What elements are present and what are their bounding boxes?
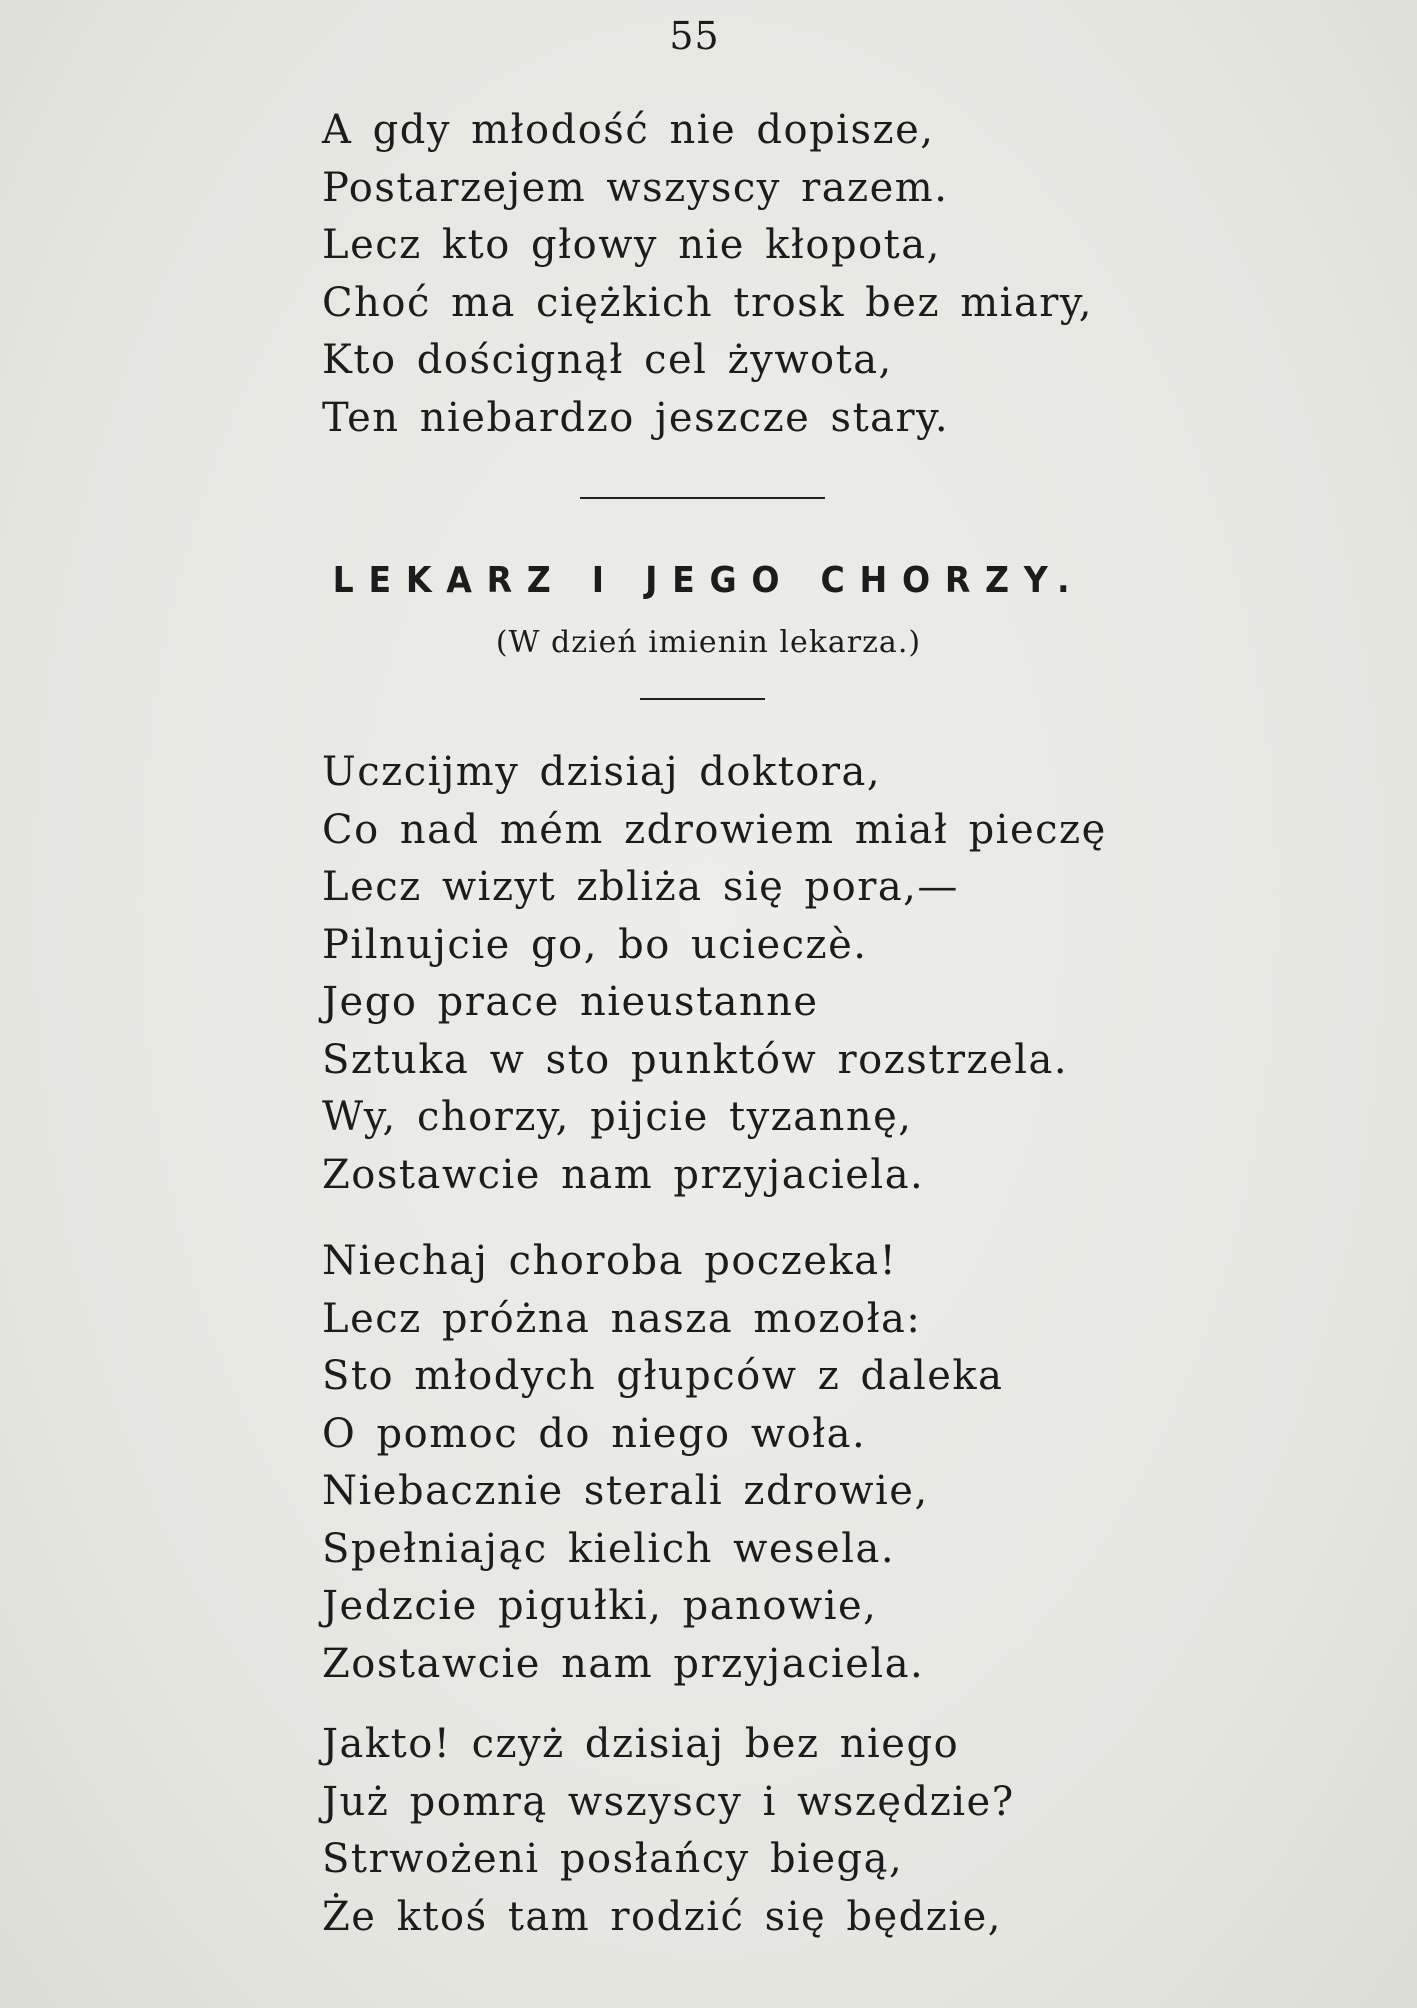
poem-line: Sztuka w sto punktów rozstrzela. [322, 1036, 1069, 1083]
poem-line: Sto młodych głupców z daleka [322, 1353, 1004, 1399]
poem-line: Ten niebardzo jeszcze stary. [322, 394, 950, 441]
poem-line: Kto doścignął cel żywota, [322, 337, 893, 383]
poem-line: Już pomrą wszyscy i wszędzie? [322, 1778, 1015, 1825]
poem-line: Niechaj choroba poczeka! [322, 1238, 898, 1284]
title-divider [640, 698, 765, 700]
poem-line: A gdy młodość nie dopisze, [322, 107, 935, 153]
stanza [322, 744, 1107, 1204]
poem-line: Jedzcie pigułki, panowie, [322, 1583, 878, 1629]
stanza [322, 1716, 1015, 1946]
poem-line: Spełniając kielich wesela. [322, 1525, 896, 1572]
poem-line: Strwożeni posłańcy biegą, [322, 1836, 904, 1882]
poem-line: Lecz wizyt zbliża się pora,— [322, 864, 959, 910]
section-divider [580, 497, 825, 499]
poem-line: Wy, chorzy, pijcie tyzannę, [322, 1094, 913, 1140]
poem-line: Lecz kto głowy nie kłopota, [322, 222, 941, 268]
poem-line: Lecz próżna nasza mozoła: [322, 1295, 922, 1342]
poem-line: O pomoc do niego woła. [322, 1410, 867, 1457]
poem-line: Pilnujcie go, bo ucieczè. [322, 921, 868, 968]
poem-line: Uczcijmy dzisiaj doktora, [322, 749, 882, 795]
poem-title: LEKARZ I JEGO CHORZY. [332, 560, 1085, 601]
poem-line: Że ktoś tam rodzić się będzie, [322, 1893, 1003, 1940]
stanza [322, 102, 1093, 447]
poem-line: Zostawcie nam przyjaciela. [322, 1640, 925, 1687]
poem-line: Co nad mém zdrowiem miał pieczę [322, 806, 1107, 853]
poem-line: Jego prace nieustanne [322, 979, 819, 1025]
poem-line: Choć ma ciężkich trosk bez miary, [322, 279, 1093, 326]
page-number-text: 55 [669, 14, 720, 58]
stanza [322, 1233, 1004, 1693]
poem-line: Postarzejem wszyscy razem. [322, 164, 949, 211]
poem-line: Niebacznie sterali zdrowie, [322, 1468, 929, 1514]
poem-subtitle: (W dzień imienin lekarza.) [495, 625, 922, 660]
page-number [0, 14, 1417, 58]
poem-line: Jakto! czyż dzisiaj bez niego [322, 1721, 960, 1767]
poem-line: Zostawcie nam przyjaciela. [322, 1151, 925, 1198]
